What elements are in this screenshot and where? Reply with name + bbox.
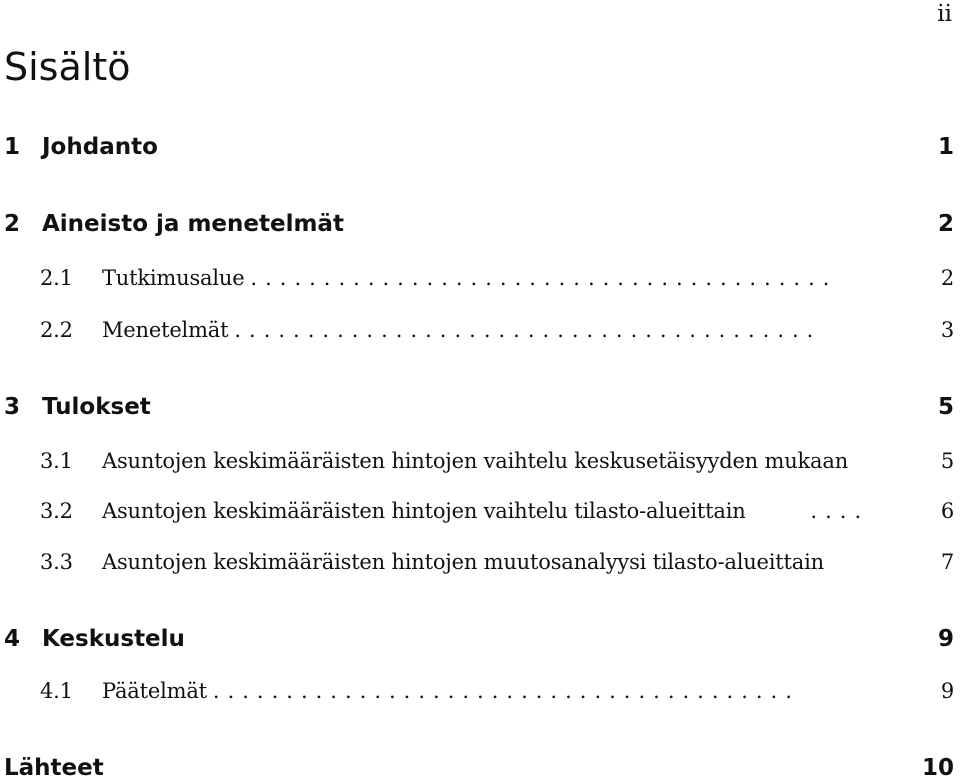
toc-entry-keskustelu[interactable] (4, 624, 954, 654)
toc-entry-number: 3.1 (40, 449, 73, 473)
toc-entry-leader: .... (810, 499, 870, 523)
page-number: ii (937, 1, 952, 27)
toc-entry-johdanto[interactable] (4, 132, 954, 162)
toc-entry-page: 9 (937, 626, 954, 652)
toc-entry-number: 3.3 (40, 550, 73, 574)
toc-entry-page: 5 (940, 449, 954, 473)
toc-entry-page: 10 (921, 755, 954, 781)
toc-entry-keskusetaisyys[interactable] (4, 446, 954, 476)
toc-entry-label: Keskustelu (42, 626, 185, 652)
toc-entry-label: Tulokset (42, 394, 151, 420)
toc-entry-label: Menetelmät (102, 318, 229, 342)
toc-entry-label: Johdanto (42, 134, 158, 160)
toc-entry-page: 7 (940, 550, 954, 574)
toc-entry-number: 3 (4, 394, 21, 420)
toc-entry-label: Asuntojen keskimääräisten hintojen vaihtelu tilasto-alueittain (102, 499, 746, 523)
toc-entry-page: 2 (940, 266, 954, 290)
toc-entry-label: Tutkimusalue (102, 266, 245, 290)
toc-entry-label: Asuntojen keskimääräisten hintojen muutosanalyysi tilasto-alueittain (102, 550, 824, 574)
toc-entry-leader: ........................................ (212, 679, 800, 703)
toc-entry-tutkimusalue[interactable] (4, 263, 954, 293)
toc-entry-leader: ........................................ (234, 318, 822, 342)
toc-entry-page: 1 (937, 134, 954, 160)
toc-entry-menetelmat[interactable] (4, 315, 954, 345)
toc-entry-label: Asuntojen keskimääräisten hintojen vaihtelu keskusetäisyyden mukaan (102, 449, 849, 473)
toc-entry-number: 2 (4, 211, 21, 237)
toc-entry-page: 2 (937, 211, 954, 237)
toc-entry-number: 4 (4, 626, 21, 652)
toc-entry-page: 5 (937, 394, 954, 420)
toc-entry-paatelmat[interactable] (4, 676, 954, 706)
toc-title: Sisältö (4, 45, 131, 89)
toc-entry-label: Lähteet (4, 755, 104, 781)
toc-entry-muutosanalyysi[interactable] (4, 547, 954, 577)
toc-entry-leader: ........................................ (250, 266, 838, 290)
toc-entry-number: 2.2 (40, 318, 73, 342)
toc-entry-aineisto-ja-menetelmat[interactable] (4, 209, 954, 239)
toc-entry-page: 6 (940, 499, 954, 523)
toc-entry-tulokset[interactable] (4, 392, 954, 422)
toc-entry-page: 9 (940, 679, 954, 703)
toc-entry-label: Aineisto ja menetelmät (42, 211, 344, 237)
toc-entry-number: 4.1 (40, 679, 73, 703)
toc-entry-tilasto-alueittain[interactable] (4, 496, 954, 526)
toc-entry-page: 3 (940, 318, 954, 342)
toc-entry-number: 3.2 (40, 499, 73, 523)
toc-entry-label: Päätelmät (102, 679, 207, 703)
toc-entry-number: 2.1 (40, 266, 73, 290)
toc-entry-number: 1 (4, 134, 21, 160)
